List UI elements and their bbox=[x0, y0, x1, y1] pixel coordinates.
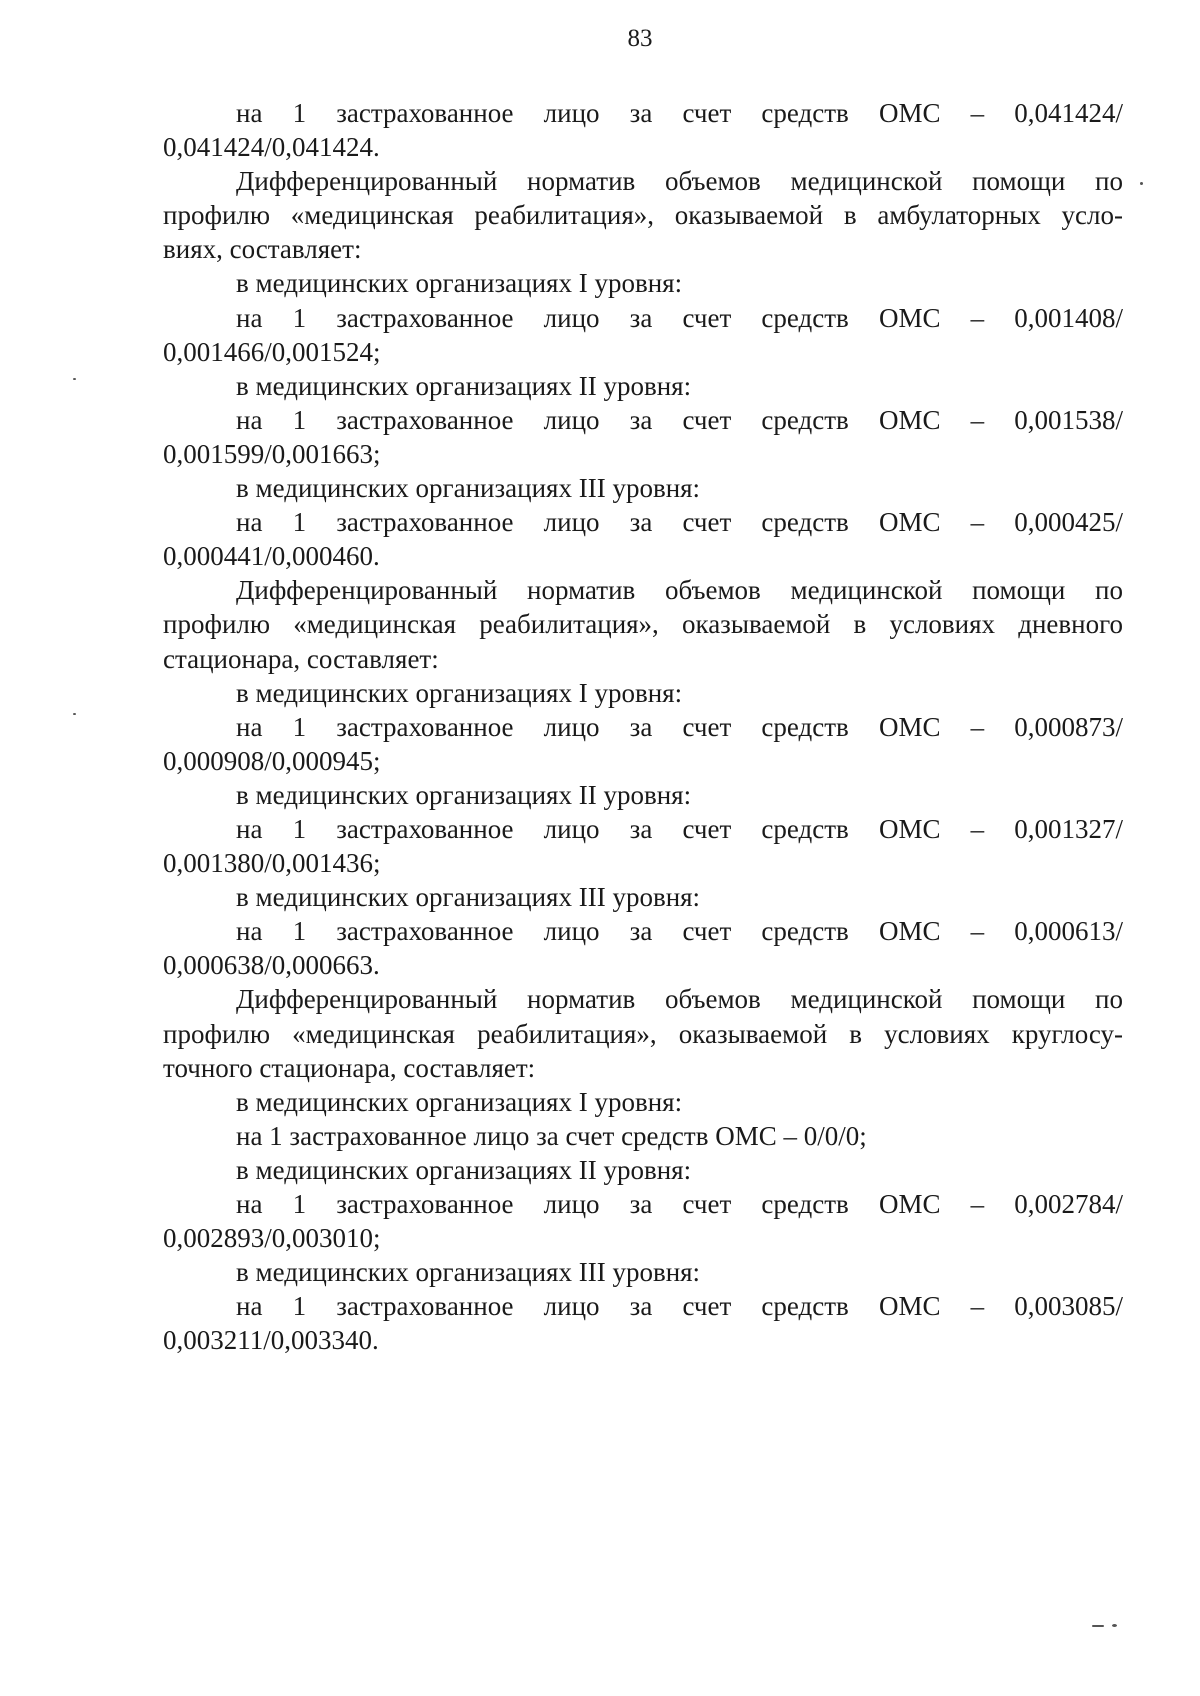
text-line: 0,001599/0,001663; bbox=[163, 438, 381, 469]
text-line: в медицинских организациях I уровня: bbox=[236, 677, 683, 708]
scan-speck bbox=[1112, 1624, 1117, 1627]
text-line: Дифференцированный норматив объемов медицинской помощи по bbox=[236, 575, 1123, 606]
text-line: на 1 застрахованное лицо за счет средств ОМС – 0,002784/ bbox=[236, 1189, 1123, 1219]
text-line: 0,000908/0,000945; bbox=[163, 745, 381, 776]
text-line: 0,003211/0,003340. bbox=[163, 1325, 379, 1356]
text-line: на 1 застрахованное лицо за счет средств ОМС – 0,000873/ bbox=[236, 711, 1123, 742]
text-line: стационара, составляет: bbox=[163, 643, 439, 674]
text-line: в медицинских организациях II уровня: bbox=[236, 1154, 692, 1185]
text-line: Дифференцированный норматив объемов медицинской помощи по bbox=[236, 984, 1123, 1015]
text-line: в медицинских организациях I уровня: bbox=[236, 1086, 683, 1117]
text-line: в медицинских организациях III уровня: bbox=[236, 1257, 701, 1288]
scan-speck bbox=[73, 378, 76, 380]
text-line: на 1 застрахованное лицо за счет средств ОМС – 0/0/0; bbox=[236, 1120, 867, 1151]
document-body bbox=[163, 96, 1123, 1357]
text-line: точного стационара, составляет: bbox=[163, 1052, 536, 1083]
page-number: 83 bbox=[627, 25, 653, 52]
text-line: Дифференцированный норматив объемов медицинской помощи по bbox=[236, 166, 1123, 197]
text-line: в медицинских организациях I уровня: bbox=[236, 268, 683, 299]
scan-speck bbox=[1140, 182, 1143, 185]
text-line: на 1 застрахованное лицо за счет средств ОМС – 0,000425/ bbox=[236, 507, 1123, 538]
text-line: в медицинских организациях II уровня: bbox=[236, 779, 692, 810]
text-line: в медицинских организациях II уровня: bbox=[236, 370, 692, 401]
text-line: виях, составляет: bbox=[163, 234, 362, 265]
text-line: в медицинских организациях III уровня: bbox=[236, 882, 701, 913]
text-line: на 1 застрахованное лицо за счет средств ОМС – 0,001538/ bbox=[236, 404, 1123, 435]
text-line: 0,002893/0,003010; bbox=[163, 1223, 381, 1254]
text-line: профилю «медицинская реабилитация», оказываемой в амбулаторных усло- bbox=[163, 200, 1123, 231]
text-line: на 1 застрахованное лицо за счет средств ОМС – 0,001327/ bbox=[236, 813, 1123, 844]
scan-speck bbox=[1092, 1625, 1104, 1627]
text-line: на 1 застрахованное лицо за счет средств ОМС – 0,041424/ bbox=[236, 98, 1123, 128]
text-line: 0,000638/0,000663. bbox=[163, 950, 380, 981]
text-line: 0,041424/0,041424. bbox=[163, 132, 380, 163]
text-line: профилю «медицинская реабилитация», оказываемой в условиях круглосу- bbox=[163, 1018, 1123, 1049]
text-line: на 1 застрахованное лицо за счет средств ОМС – 0,003085/ bbox=[236, 1291, 1123, 1322]
text-line: на 1 застрахованное лицо за счет средств ОМС – 0,000613/ bbox=[236, 916, 1123, 947]
text-line: профилю «медицинская реабилитация», оказываемой в условиях дневного bbox=[163, 609, 1123, 640]
text-line: на 1 застрахованное лицо за счет средств ОМС – 0,001408/ bbox=[236, 302, 1123, 333]
text-line: 0,001466/0,001524; bbox=[163, 336, 381, 367]
text-line: 0,001380/0,001436; bbox=[163, 848, 381, 879]
text-line: 0,000441/0,000460. bbox=[163, 541, 380, 572]
text-line: в медицинских организациях III уровня: bbox=[236, 473, 701, 504]
scan-speck bbox=[73, 713, 76, 715]
